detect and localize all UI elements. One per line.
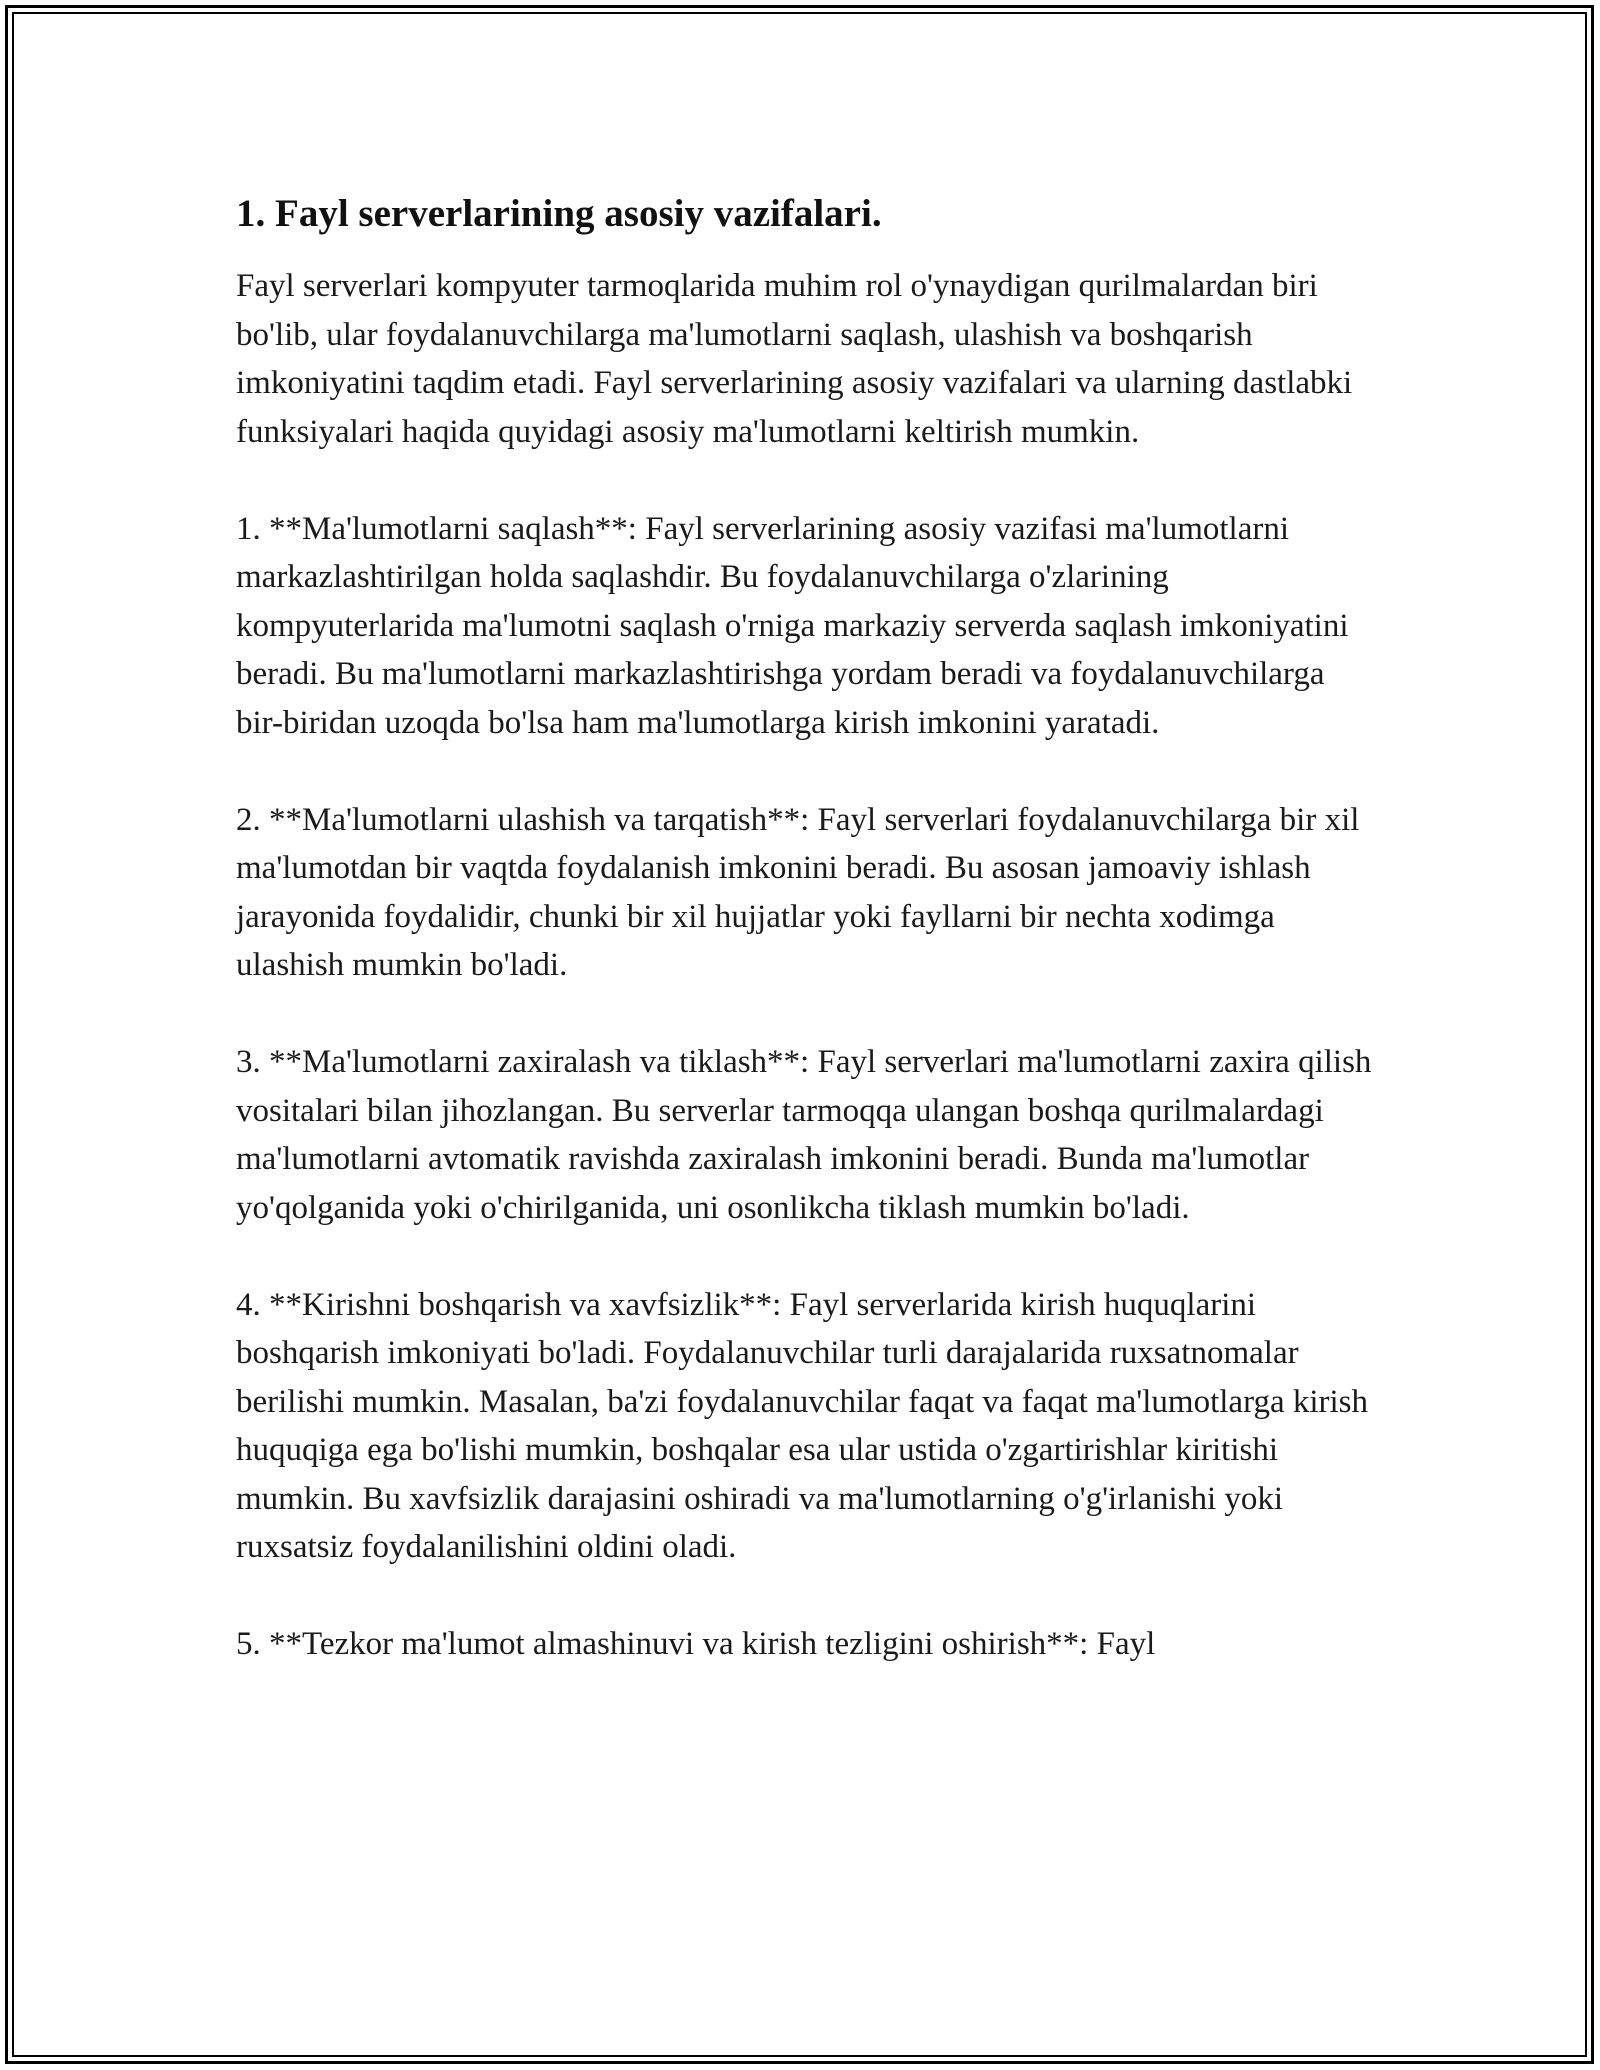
document-body (236, 186, 1376, 1669)
paragraph-item-4: 4. **Kirishni boshqarish va xavfsizlik**: Fayl serverlarida kirish huquqlarini boshqarish imkoniyati bo'ladi. Foydalanuvchilar turli darajalarida ruxsatnomalar berilishi mumkin. Masalan, ba'zi foydalanuvchilar faqat va faqat ma'lumotlarga kirish huquqiga ega bo'lishi mumkin, boshqalar esa ular ustida o'zgartirishlar kiritishi mumkin. Bu xavfsizlik darajasini oshiradi va ma'lumotlarning o'g'irlanishi yoki ruxsatsiz foydalanilishini oldini oladi. (236, 1286, 1369, 1565)
paragraph-item-1: 1. **Ma'lumotlarni saqlash**: Fayl serverlarining asosiy vazifasi ma'lumotlarni markazlashtirilgan holda saqlashdir. Bu foydalanuvchilarga o'zlarining kompyuterlarida ma'lumotni saqlash o'rniga markaziy serverda saqlash imkoniyatini beradi. Bu ma'lumotlarni markazlashtirishga yordam beradi va foydalanuvchilarga bir-biridan uzoqda bo'lsa ham ma'lumotlarga kirish imkonini yaratadi. (236, 510, 1349, 741)
paragraph-item-5: 5. **Tezkor ma'lumot almashinuvi va kirish tezligini oshirish**: Fayl (236, 1626, 1156, 1662)
paragraph-intro: Fayl serverlari kompyuter tarmoqlarida muhim rol o'ynaydigan qurilmalardan biri bo'lib, ular foydalanuvchilarga ma'lumotlarni saqlash, ulashish va boshqarish imkoniyatini taqdim etadi. Fayl serverlarining asosiy vazifalari va ularning dastlabki funksiyalari haqida quyidagi asosiy ma'lumotlarni keltirish mumkin. (236, 268, 1353, 450)
paragraph-item-3: 3. **Ma'lumotlarni zaxiralash va tiklash**: Fayl serverlari ma'lumotlarni zaxira qilish vositalari bilan jihozlangan. Bu serverlar tarmoqqa ulangan boshqa qurilmalardagi ma'lumotlarni avtomatik ravishda zaxiralash imkonini beradi. Bunda ma'lumotlar yo'qolganida yoki o'chirilganida, uni osonlikcha tiklash mumkin bo'ladi. (236, 1044, 1372, 1226)
paragraph-item-2: 2. **Ma'lumotlarni ulashish va tarqatish**: Fayl serverlari foydalanuvchilarga bir xil ma'lumotdan bir vaqtda foydalanish imkonini beradi. Bu asosan jamoaviy ishlash jarayonida foydalidir, chunki bir xil hujjatlar yoki fayllarni bir nechta xodimga ulashish mumkin bo'ladi. (236, 801, 1360, 983)
document-heading: 1. Fayl serverlarining asosiy vazifalari. (236, 192, 882, 235)
